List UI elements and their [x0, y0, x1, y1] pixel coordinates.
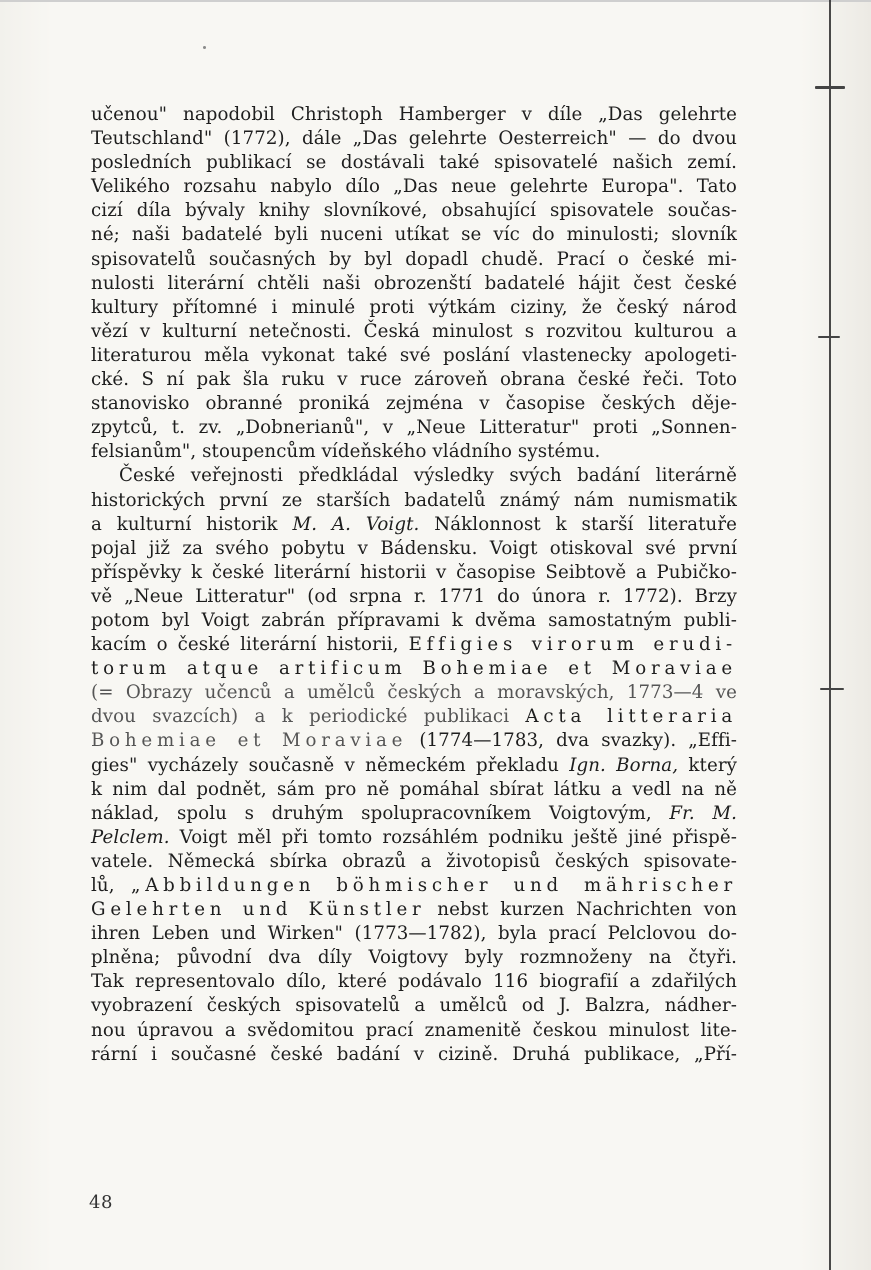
- text-line: posledních publikací se dostávali také spisovatelé našich zemí.: [91, 152, 737, 174]
- text-line: [91, 657, 737, 681]
- text-line: vězí v kulturní netečnosti. Česká minulost s rozvitou kulturou a: [91, 320, 737, 342]
- text-line: [91, 898, 737, 922]
- text-span: kacím o české literární historii,: [91, 634, 399, 656]
- spaced-title-gelehrten: Gelehrten und Künstler: [91, 899, 426, 921]
- text-line: [91, 754, 737, 778]
- text-span: náklad, spolu s druhým spolupracovníkem Voigtovým,: [91, 802, 652, 824]
- text-line: kultury přítomné i minulé proti výtkám ciziny, že český národ: [91, 296, 737, 318]
- text-line: k nim dal podnět, sám pro ně pomáhal sbírat látku a vedl na ně: [91, 778, 737, 800]
- text-line: historických první ze starších badatelů známý nám numismatik: [91, 489, 737, 511]
- text-line: učenou" napodobil Christoph Hamberger v díle „Das gelehrte: [91, 104, 737, 125]
- text-line: plněna; původní dva díly Voigtovy byly rozmnoženy na čtyři.: [91, 947, 737, 969]
- page-number: 48: [89, 1192, 113, 1213]
- author-name-born: Ign. Borna,: [569, 754, 679, 776]
- text-line: zpytců, t. zv. „Dobnerianů", v „Neue Litteratur" proti „Sonnen-: [91, 417, 737, 439]
- author-name-voigt: M. A. Voigt.: [292, 513, 420, 535]
- text-line: cizí díla bývaly knihy slovníkové, obsahující spisovatele součas-: [91, 200, 737, 222]
- paragraph-start: České veřejnosti předkládal výsledky svých badání literárně: [119, 465, 737, 487]
- text-line: [91, 513, 737, 537]
- text-line: literaturou měla vykonat také své poslání vlastenecky apologeti-: [91, 344, 737, 366]
- page-edge-mark: [820, 688, 844, 690]
- text-span: (1774—1783, dva svazky). „Effi-: [419, 730, 737, 752]
- text-line: felsianům", stoupencům vídeňského vládního systému.: [91, 441, 601, 463]
- text-span: Voigt měl při tomto rozsáhlém podniku ještě jiné přispě-: [179, 826, 737, 848]
- text-span: a kulturní historik: [91, 513, 278, 535]
- text-line: [91, 729, 737, 753]
- text-line: nulosti literární chtěli naši obrozenští badatelé hájit čest české: [91, 272, 737, 294]
- text-line: [91, 681, 737, 705]
- author-name-pelcl: Fr. M.: [669, 802, 737, 824]
- text-line: příspěvky k české literární historii v časopise Seibtově a Pubičko-: [91, 561, 737, 583]
- text-line: pojal již za svého pobytu v Bádensku. Voigt otiskoval své první: [91, 537, 737, 559]
- text-line: cké. S ní pak šla ruku v ruce zároveň obrana české řeči. Toto: [91, 369, 737, 391]
- text-line: vyobrazení českých spisovatelů a umělců od J. Balzra, nádher-: [91, 995, 737, 1017]
- text-span: gies" vycházely současně v německém překladu: [91, 754, 559, 776]
- spaced-title-effigies-cont: torum atque artificum Bohemiae et Moraviae: [91, 658, 737, 680]
- text-span: který: [688, 754, 737, 776]
- text-span: (= Obrazy učenců a umělců českých a moravských, 1773—4 ve: [91, 682, 737, 704]
- text-line: [91, 826, 737, 850]
- text-span: lů,: [91, 875, 115, 896]
- text-line: vě „Neue Litteratur" (od srpna r. 1771 do února r. 1772). Brzy: [91, 585, 737, 607]
- text-line: Velikého rozsahu nabylo dílo „Das neue gelehrte Europa". Tato: [91, 176, 737, 198]
- text-line: Teutschland" (1772), dále „Das gelehrte Oesterreich" — do dvou: [91, 128, 737, 150]
- page-edge-mark: [815, 86, 845, 89]
- text-line: [91, 874, 737, 898]
- text-line: ihren Leben und Wirken" (1773—1782), byla prací Pelclovou do-: [91, 923, 737, 945]
- text-line: potom byl Voigt zabrán přípravami k dvěma samostatným publi-: [91, 609, 737, 631]
- text-line: spisovatelů současných by byl dopadl chudě. Prací o české mi-: [91, 248, 737, 270]
- text-line: [91, 633, 737, 657]
- page-edge-mark: [818, 336, 840, 338]
- text-line: né; naši badatelé byli nuceni utíkat se víc do minulosti; slovník: [91, 224, 737, 246]
- spaced-title-abbildungen: „Abbildungen böhmischer und mährischer: [131, 875, 737, 896]
- page-top-border: [0, 0, 871, 2]
- spaced-title-acta-cont: Bohemiae et Moraviae: [91, 730, 408, 752]
- author-name-pelcl-cont: Pelclem.: [91, 826, 170, 848]
- text-line: stanovisko obranné proniká zejména v časopise českých děje-: [91, 393, 737, 415]
- main-text: [91, 103, 737, 1067]
- paper-speck: [203, 46, 206, 49]
- text-line: [91, 802, 737, 826]
- text-span: dvou svazcích) a k periodické publikaci: [91, 706, 510, 728]
- text-line: rární i současné české badání v cizině. Druhá publikace, „Pří-: [91, 1043, 737, 1065]
- text-line: vatele. Německá sbírka obrazů a životopisů českých spisovate-: [91, 850, 737, 872]
- text-line: Tak representovalo dílo, které podávalo 116 biografií a zdařilých: [91, 971, 737, 993]
- text-span: nebst kurzen Nachrichten von: [437, 899, 737, 921]
- text-span: Náklonnost k starší literatuře: [434, 513, 738, 535]
- spaced-title-acta: Acta litteraria: [525, 706, 737, 728]
- page-edge-line: [829, 0, 831, 1270]
- text-line: [91, 705, 737, 729]
- text-line: nou úpravou a svědomitou prací znamenitě českou minulost lite-: [91, 1019, 737, 1041]
- spaced-title-effigies: Effigies virorum erudi-: [408, 634, 737, 656]
